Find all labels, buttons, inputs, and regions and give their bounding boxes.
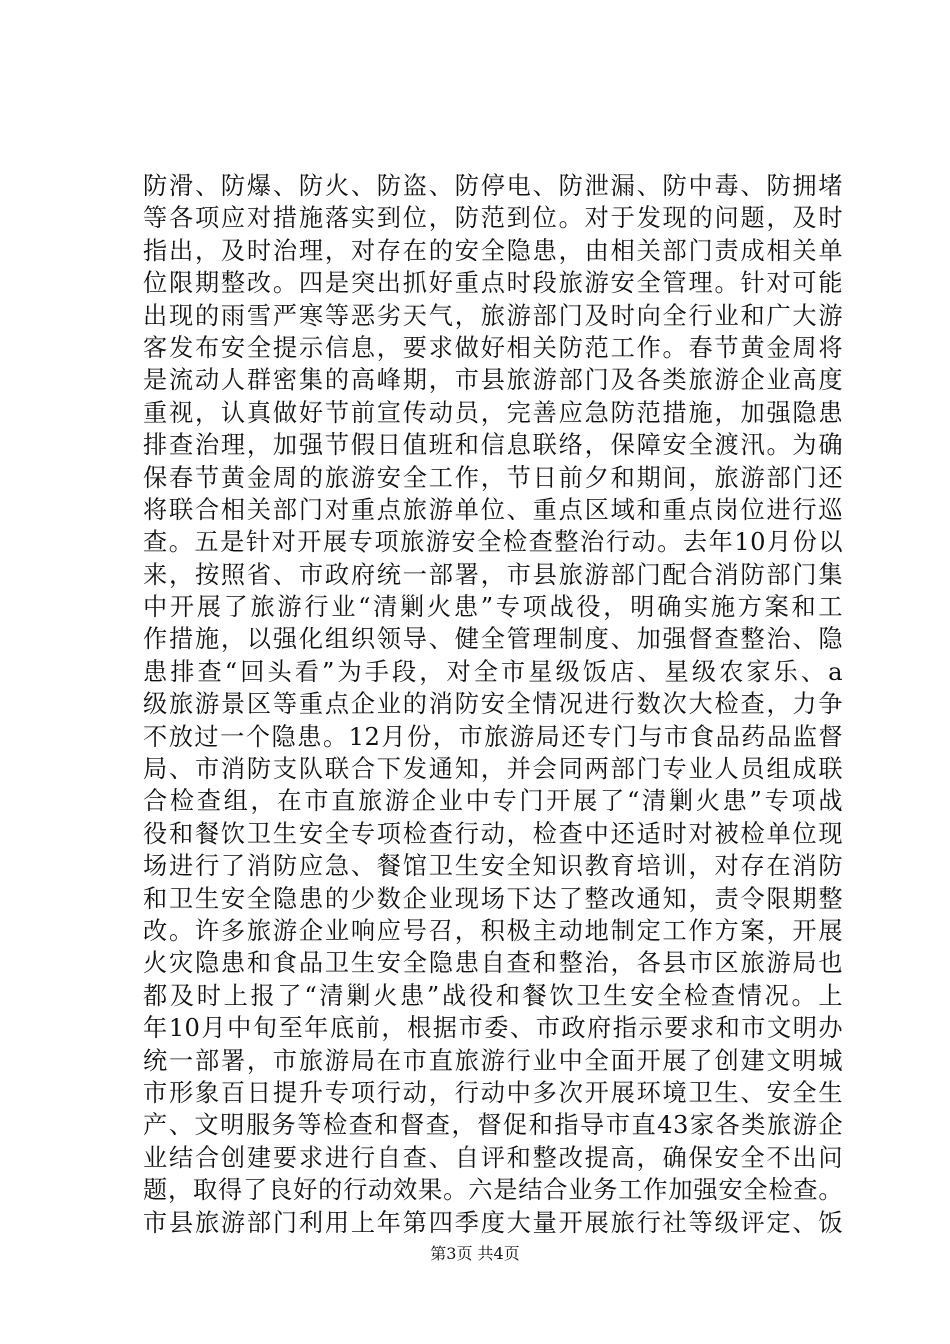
text-line: 防滑、防爆、防火、防盗、防停电、防泄漏、防中毒、防拥堵 — [143, 172, 843, 200]
text-line: 级旅游景区等重点企业的消防安全情况进行数次大检查，力争 — [143, 690, 843, 719]
text-line: 将联合相关部门对重点旅游单位、重点区域和重点岗位进行巡 — [143, 495, 843, 524]
text-line: 合检查组，在市直旅游企业中专门开展了“清剿火患”专项战 — [143, 787, 843, 816]
text-line: 指出，及时治理，对存在的安全隐患，由相关部门责成相关单 — [143, 236, 843, 265]
text-line: 题，取得了良好的行动效果。六是结合业务工作加强安全检查。 — [143, 1176, 843, 1205]
text-line: 来，按照省、市政府统一部署，市县旅游部门配合消防部门集 — [143, 560, 843, 589]
text-line: 出现的雨雪严寒等恶劣天气，旅游部门及时向全行业和广大游 — [143, 301, 843, 330]
text-line: 和卫生安全隐患的少数企业现场下达了整改通知，责令限期整 — [143, 884, 843, 913]
text-line: 查。五是针对开展专项旅游安全检查整治行动。去年10月份以 — [143, 528, 843, 557]
text-line: 作措施，以强化组织领导、健全管理制度、加强督查整治、隐 — [143, 625, 843, 654]
text-line: 都及时上报了“清剿火患”战役和餐饮卫生安全检查情况。上 — [143, 981, 843, 1010]
page-number: 第3页 共4页 — [430, 1244, 520, 1263]
text-line: 位限期整改。四是突出抓好重点时段旅游安全管理。针对可能 — [143, 269, 843, 298]
text-line: 是流动人群密集的高峰期，市县旅游部门及各类旅游企业高度 — [143, 366, 843, 395]
text-line: 改。许多旅游企业响应号召，积极主动地制定工作方案，开展 — [143, 916, 843, 945]
text-line: 火灾隐患和食品卫生安全隐患自查和整治，各县市区旅游局也 — [143, 949, 843, 978]
text-line: 客发布安全提示信息，要求做好相关防范工作。春节黄金周将 — [143, 333, 843, 362]
text-line: 等各项应对措施落实到位，防范到位。对于发现的问题，及时 — [143, 204, 843, 233]
text-line: 统一部署，市旅游局在市直旅游行业中全面开展了创建文明城 — [143, 1046, 843, 1075]
text-line: 排查治理，加强节假日值班和信息联络，保障安全渡汛。为确 — [143, 431, 843, 460]
text-line: 役和餐饮卫生安全专项检查行动，检查中还适时对被检单位现 — [143, 819, 843, 848]
text-line: 场进行了消防应急、餐馆卫生安全知识教育培训，对存在消防 — [143, 852, 843, 881]
text-line: 局、市消防支队联合下发通知，并会同两部门专业人员组成联 — [143, 755, 843, 784]
page-footer — [0, 1244, 950, 1264]
body-text — [143, 170, 843, 1239]
text-line: 市县旅游部门利用上年第四季度大量开展旅行社等级评定、饭 — [143, 1208, 843, 1237]
text-line: 患排查“回头看”为手段，对全市星级饭店、星级农家乐、a — [143, 657, 843, 686]
text-line: 市形象百日提升专项行动，行动中多次开展环境卫生、安全生 — [143, 1078, 843, 1107]
text-line: 年10月中旬至年底前，根据市委、市政府指示要求和市文明办 — [143, 1014, 843, 1043]
text-line: 业结合创建要求进行自查、自评和整改提高，确保安全不出问 — [143, 1143, 843, 1172]
text-line: 产、文明服务等检查和督查，督促和指导市直43家各类旅游企 — [143, 1111, 843, 1140]
text-line: 不放过一个隐患。12月份，市旅游局还专门与市食品药品监督 — [143, 722, 843, 751]
text-line: 重视，认真做好节前宣传动员，完善应急防范措施，加强隐患 — [143, 398, 843, 427]
text-line: 中开展了旅游行业“清剿火患”专项战役，明确实施方案和工 — [143, 593, 843, 622]
text-line: 保春节黄金周的旅游安全工作，节日前夕和期间，旅游部门还 — [143, 463, 843, 492]
